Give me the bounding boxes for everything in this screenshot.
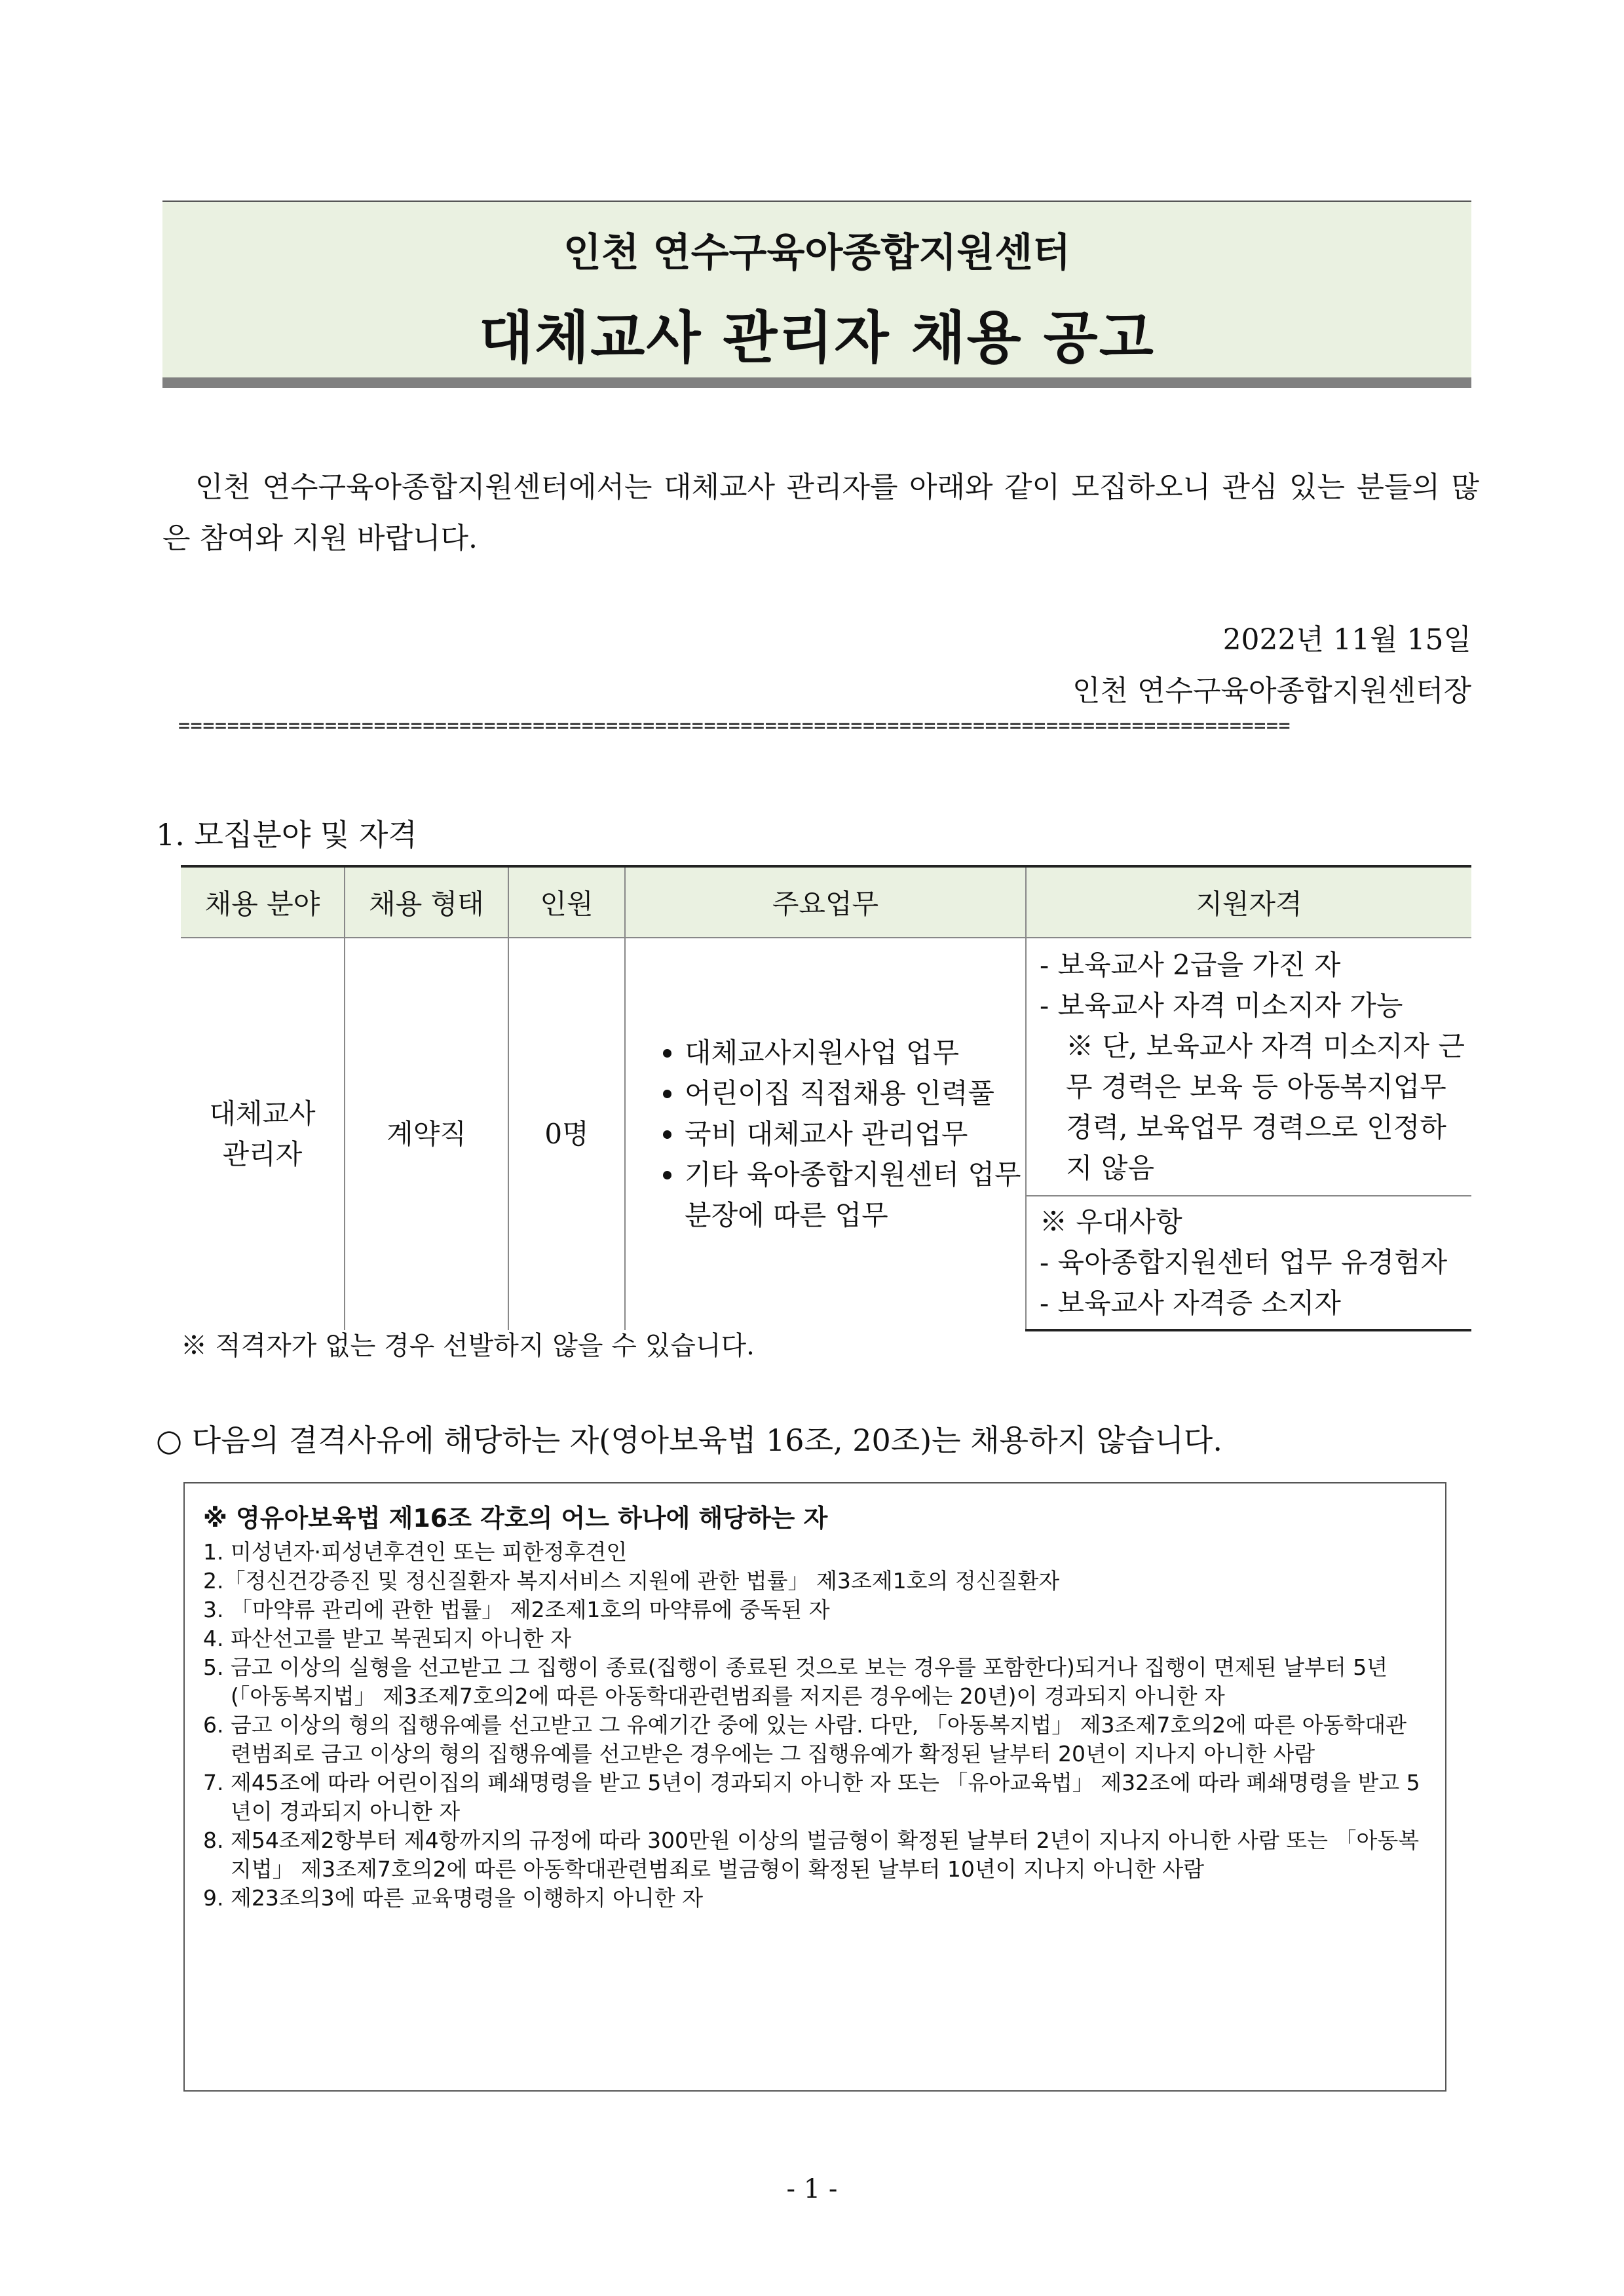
duty-item: • 국비 대체교사 관리업무 [685,1114,1025,1155]
title-box [162,201,1471,377]
cell-type: 계약직 [345,938,508,1330]
cell-field [181,938,345,1330]
intro-paragraph [162,462,1479,564]
list-item: 4. 파산선고를 받고 복권되지 아니한 자 [203,1626,572,1651]
signer: 인천 연수구육아종합지원센터장 [1072,674,1471,708]
qualification-item: - 보육교사 자격 미소지자 가능 [1040,989,1403,1022]
cell-count: 0명 [508,938,625,1330]
title-underline [162,377,1471,388]
header-field: 채용 분야 [181,866,345,938]
disqualification-box [183,1482,1446,2092]
table-header-row [181,866,1471,938]
cell-qualifications [1026,938,1471,1196]
section-heading: 1. 모집분야 및 자격 [156,817,417,852]
list-item: 6. 금고 이상의 형의 집행유예를 선고받고 그 유예기간 중에 있는 사람. 다만, 「아동복지법」 제3조제7호의2에 따른 아동학대관련범죄로 금고 이상의 형의 집행유예를 선고받은 경우에는 그 집행유예가 확정된 날부터 20년이 지나지 아니한 사람 [203,1712,1407,1767]
list-item: 1. 미성년자·피성년후견인 또는 피한정후견인 [203,1539,628,1565]
recruitment-table [181,865,1471,1331]
qualification-item: - 보육교사 2급을 가진 자 [1040,949,1341,981]
header-type: 채용 형태 [345,866,508,938]
field-line: 대체교사 [209,1098,316,1130]
list-item: 5. 금고 이상의 실형을 선고받고 그 집행이 종료(집행이 종료된 것으로 보는 경우를 포함한다)되거나 집행이 면제된 날부터 5년(「아동복지법」 제3조제7호의2에 따른 아동학대관련범죄를 저지른 경우에는 20년)이 경과되지 아니한 자 [203,1655,1388,1709]
disqualification-lead: ○ 다음의 결격사유에 해당하는 자(영아보육법 16조, 20조)는 채용하지 않습니다. [156,1423,1222,1458]
announcement-date: 2022년 11월 15일 [1222,623,1471,657]
list-item: 3. 「마약류 관리에 관한 법률」 제2조제1호의 마약류에 중독된 자 [203,1597,830,1622]
org-title: 인천 연수구육아종합지원센터 [563,230,1071,276]
page-number: - 1 - [786,2174,838,2204]
cell-preferences [1026,1196,1471,1330]
preference-item: - 육아종합지원센터 업무 유경험자 [1040,1246,1448,1278]
list-item: 7. 제45조에 따라 어린이집의 폐쇄명령을 받고 5년이 경과되지 아니한 자 또는 「유아교육법」 제32조에 따라 폐쇄명령을 받고 5년이 경과되지 아니한 자 [203,1770,1420,1824]
cell-duties [625,938,1026,1330]
table-row [181,938,1471,1196]
page-title: 대체교사 관리자 채용 공고 [479,305,1155,371]
box-title: ※ 영유아보육법 제16조 각호의 어느 하나에 해당하는 자 [203,1504,828,1533]
list-item: 2.「정신건강증진 및 정신질환자 복지서비스 지원에 관한 법률」 제3조제1호의 정신질환자 [203,1568,1060,1594]
preference-item: - 보육교사 자격증 소지자 [1040,1287,1341,1319]
list-item: 8. 제54조제2항부터 제4항까지의 규정에 따라 300만원 이상의 벌금형이 확정된 날부터 2년이 지나지 아니한 사람 또는 「아동복지법」 제3조제7호의2에 따른 아동학대관련범죄로 벌금형이 확정된 날부터 10년이 지나지 아니한 사람 [203,1827,1420,1882]
list-item: 9. 제23조의3에 따른 교육명령을 이행하지 아니한 자 [203,1885,704,1911]
table-note: ※ 적격자가 없는 경우 선발하지 않을 수 있습니다. [181,1331,755,1361]
intro-text: 인천 연수구육아종합지원센터에서는 대체교사 관리자를 아래와 같이 모집하오니 관심 있는 분들의 많은 참여와 지원 바랍니다. [162,470,1479,555]
duty-item: • 기타 육아종합지원센터 업무분장에 따른 업무 [685,1155,1025,1236]
field-line: 관리자 [222,1138,303,1170]
disqualification-list [203,1538,1427,1913]
qualification-note: ※ 단, 보육교사 자격 미소지자 근무 경력은 보육 등 아동복지업무 경력, 보육업무 경력으로 인정하지 않음 [1066,1030,1465,1184]
duty-item: • 대체교사지원사업 업무 [685,1033,1025,1073]
header-duties: 주요업무 [625,866,1026,938]
preference-item: ※ 우대사항 [1040,1206,1182,1238]
header-qualifications: 지원자격 [1026,866,1471,938]
separator-line: =========================================================================================== [178,714,1291,737]
duty-item: • 어린이집 직접채용 인력풀 [685,1073,1025,1114]
header-count: 인원 [508,866,625,938]
